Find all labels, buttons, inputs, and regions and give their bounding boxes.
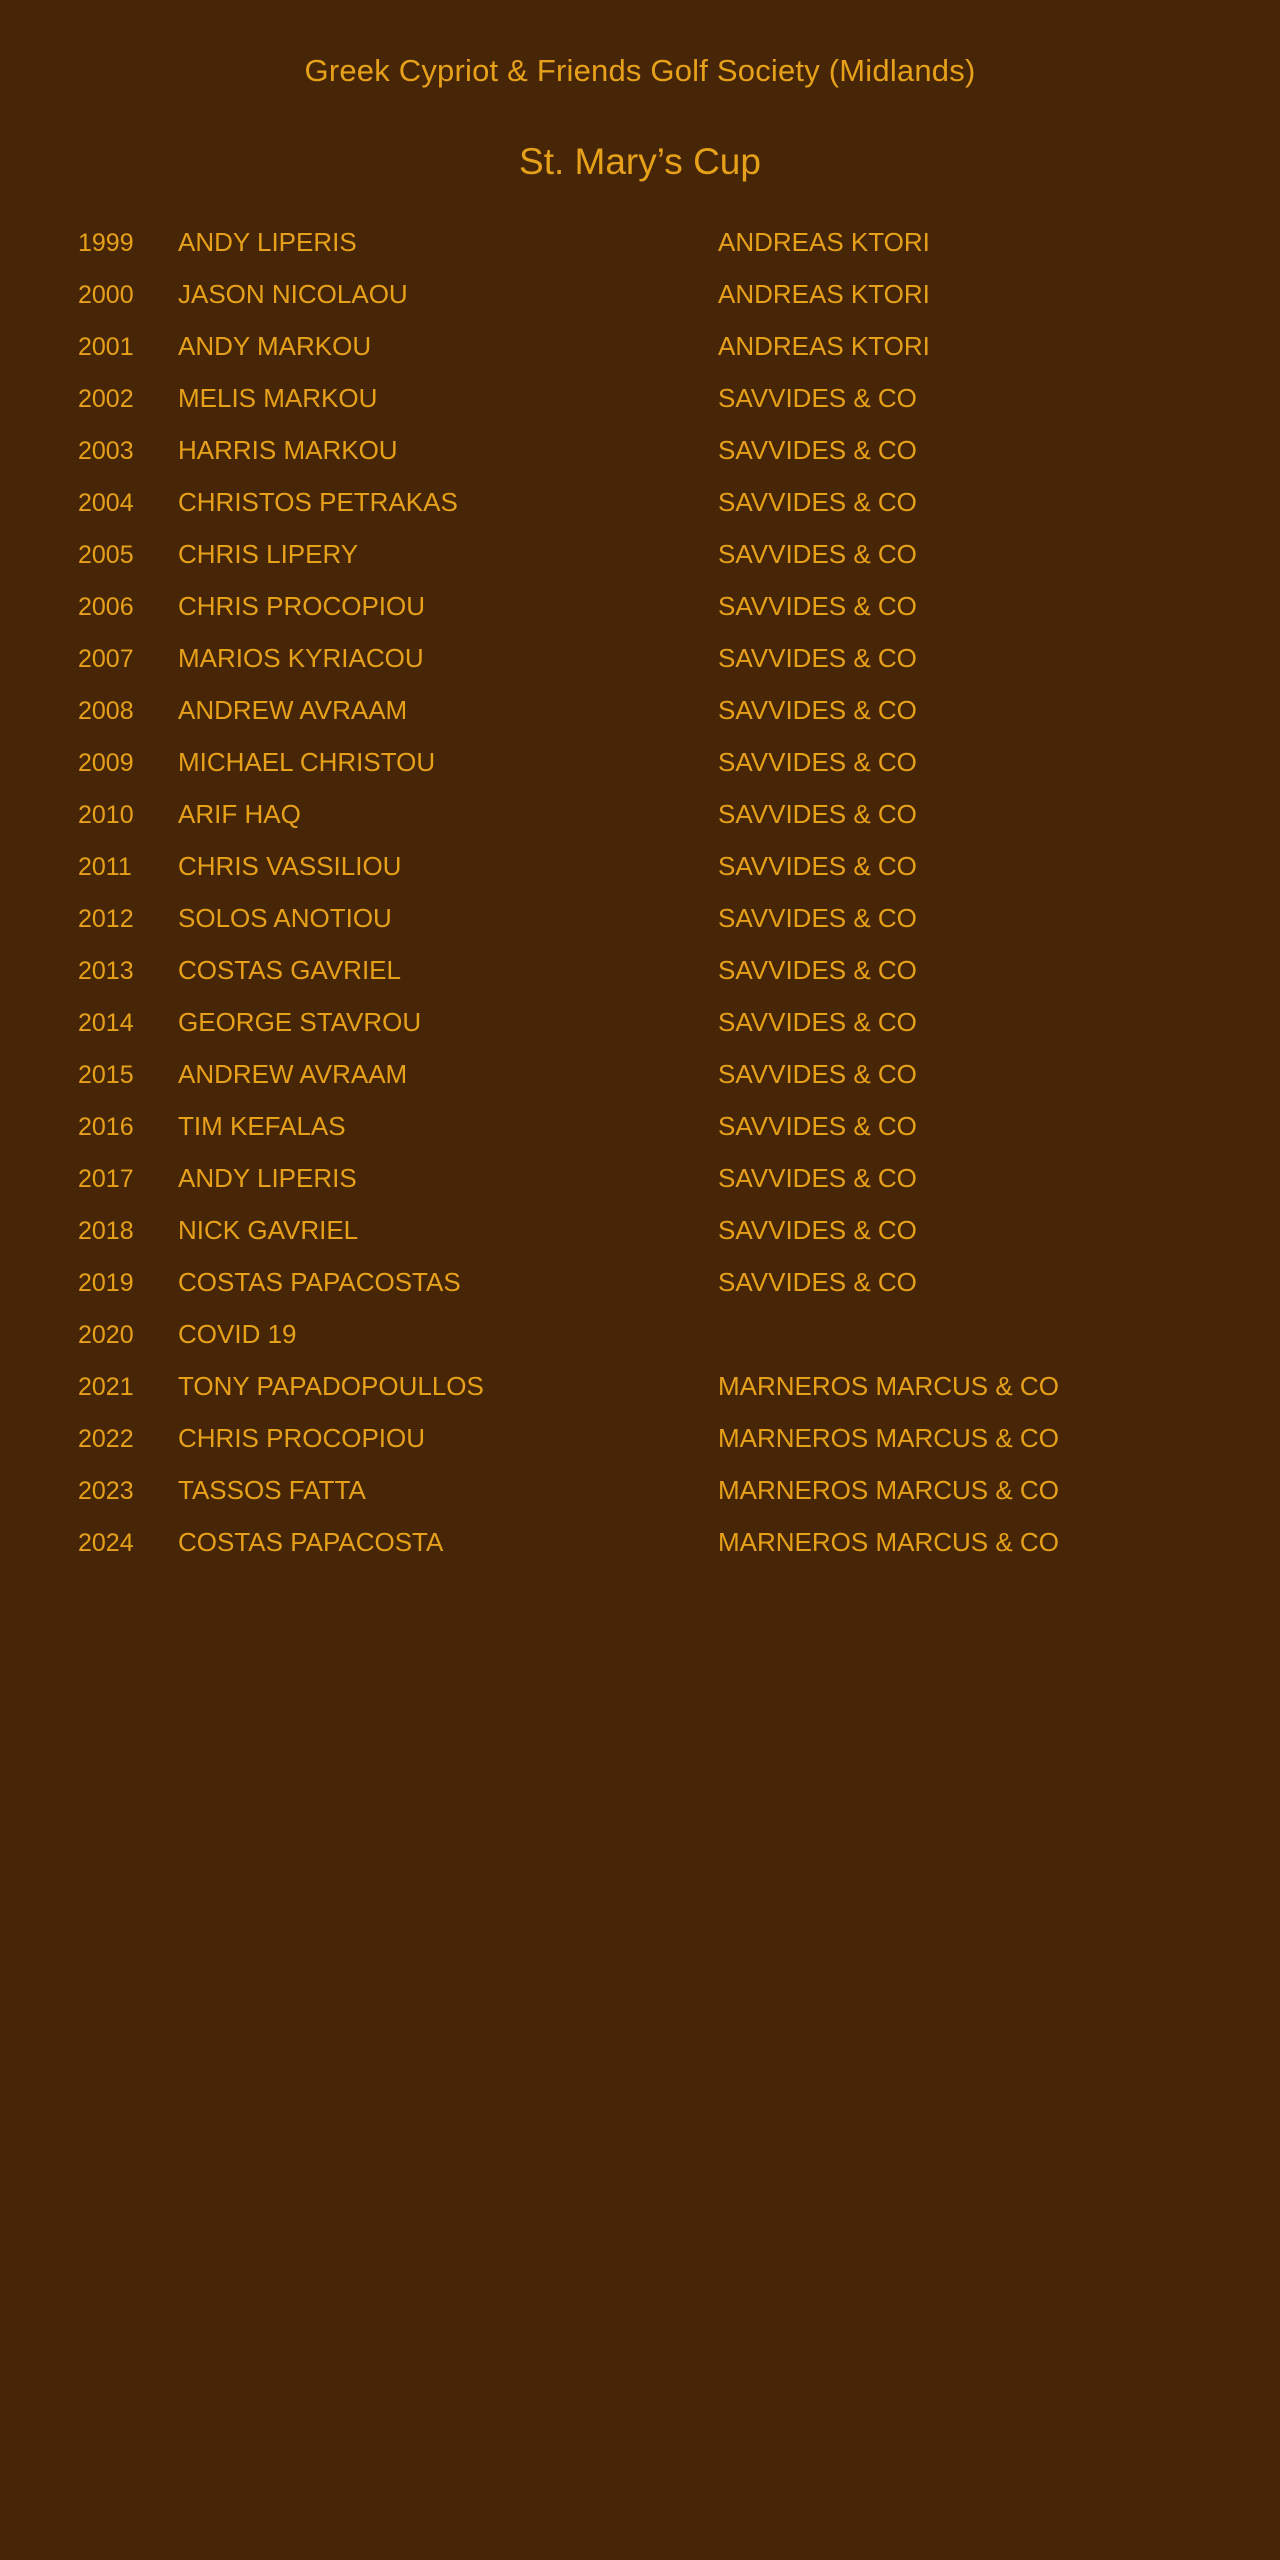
row-winner: NICK GAVRIEL <box>178 1215 359 1245</box>
row-sponsor: SAVVIDES & CO <box>718 955 917 985</box>
row-year: 2013 <box>78 957 134 985</box>
row-sponsor: SAVVIDES & CO <box>718 903 917 933</box>
table-row <box>78 643 1280 695</box>
row-sponsor: SAVVIDES & CO <box>718 435 917 465</box>
row-year: 2009 <box>78 749 134 777</box>
row-year: 2016 <box>78 1113 134 1141</box>
row-year: 2008 <box>78 697 134 725</box>
table-row <box>78 1475 1280 1527</box>
row-winner: COSTAS PAPACOSTA <box>178 1527 444 1557</box>
table-row <box>78 227 1280 279</box>
row-year: 2001 <box>78 333 134 361</box>
row-year: 2005 <box>78 541 134 569</box>
row-winner: COSTAS PAPACOSTAS <box>178 1267 461 1297</box>
row-winner: ANDY LIPERIS <box>178 227 357 257</box>
row-winner: MARIOS KYRIACOU <box>178 643 424 673</box>
row-winner: ANDY LIPERIS <box>178 1163 357 1193</box>
row-year: 2004 <box>78 489 134 517</box>
table-row <box>78 539 1280 591</box>
row-year: 2015 <box>78 1061 134 1089</box>
table-row <box>78 955 1280 1007</box>
row-year: 1999 <box>78 229 134 257</box>
table-row <box>78 591 1280 643</box>
table-row <box>78 1111 1280 1163</box>
table-row <box>78 695 1280 747</box>
row-winner: MICHAEL CHRISTOU <box>178 747 436 777</box>
row-winner: TIM KEFALAS <box>178 1111 346 1141</box>
row-winner: TASSOS FATTA <box>178 1475 366 1505</box>
table-row <box>78 1007 1280 1059</box>
row-sponsor: MARNEROS MARCUS & CO <box>718 1423 1059 1453</box>
row-sponsor: SAVVIDES & CO <box>718 383 917 413</box>
table-row <box>78 1371 1280 1423</box>
row-winner: COVID 19 <box>178 1319 297 1349</box>
row-year: 2002 <box>78 385 134 413</box>
table-row <box>78 1423 1280 1475</box>
row-sponsor: ANDREAS KTORI <box>718 227 930 257</box>
row-year: 2003 <box>78 437 134 465</box>
table-row <box>78 435 1280 487</box>
row-year: 2006 <box>78 593 134 621</box>
row-year: 2019 <box>78 1269 134 1297</box>
row-sponsor: SAVVIDES & CO <box>718 487 917 517</box>
row-winner: ANDY MARKOU <box>178 331 372 361</box>
row-winner: CHRIS PROCOPIOU <box>178 1423 426 1453</box>
row-sponsor: SAVVIDES & CO <box>718 1007 917 1037</box>
row-winner: ARIF HAQ <box>178 799 301 829</box>
row-winner: COSTAS GAVRIEL <box>178 955 401 985</box>
row-year: 2010 <box>78 801 134 829</box>
table-row <box>78 851 1280 903</box>
row-year: 2023 <box>78 1477 134 1505</box>
table-row <box>78 279 1280 331</box>
table-row <box>78 487 1280 539</box>
row-winner: JASON NICOLAOU <box>178 279 408 309</box>
row-sponsor: MARNEROS MARCUS & CO <box>718 1371 1059 1401</box>
row-year: 2014 <box>78 1009 134 1037</box>
table-row <box>78 747 1280 799</box>
table-row <box>78 1267 1280 1319</box>
row-winner: HARRIS MARKOU <box>178 435 398 465</box>
row-winner: CHRIS LIPERY <box>178 539 359 569</box>
row-sponsor: SAVVIDES & CO <box>718 1059 917 1089</box>
row-winner: CHRIS PROCOPIOU <box>178 591 426 621</box>
row-year: 2017 <box>78 1165 134 1193</box>
row-year: 2020 <box>78 1321 134 1349</box>
row-winner: CHRIS VASSILIOU <box>178 851 402 881</box>
row-year: 2012 <box>78 905 134 933</box>
table-row <box>78 1163 1280 1215</box>
table-row <box>78 1319 1280 1371</box>
table-row <box>78 799 1280 851</box>
row-sponsor: MARNEROS MARCUS & CO <box>718 1527 1059 1557</box>
row-sponsor: SAVVIDES & CO <box>718 643 917 673</box>
row-sponsor: SAVVIDES & CO <box>718 851 917 881</box>
row-year: 2000 <box>78 281 134 309</box>
row-winner: MELIS MARKOU <box>178 383 378 413</box>
society-title: Greek Cypriot & Friends Golf Society (Midlands) <box>304 53 976 88</box>
row-winner: TONY PAPADOPOULLOS <box>178 1371 484 1401</box>
row-year: 2011 <box>78 853 132 881</box>
table-row <box>78 1215 1280 1267</box>
table-row <box>78 903 1280 955</box>
row-sponsor: SAVVIDES & CO <box>718 799 917 829</box>
roll-of-honour-list <box>0 227 1280 1579</box>
row-sponsor: SAVVIDES & CO <box>718 539 917 569</box>
row-year: 2018 <box>78 1217 134 1245</box>
row-year: 2021 <box>78 1373 134 1401</box>
table-row <box>78 383 1280 435</box>
row-sponsor: SAVVIDES & CO <box>718 1267 917 1297</box>
row-winner: GEORGE STAVROU <box>178 1007 422 1037</box>
row-sponsor: ANDREAS KTORI <box>718 331 930 361</box>
row-year: 2022 <box>78 1425 134 1453</box>
row-winner: ANDREW AVRAAM <box>178 695 408 725</box>
row-sponsor: SAVVIDES & CO <box>718 1111 917 1141</box>
row-winner: SOLOS ANOTIOU <box>178 903 392 933</box>
page-title: St. Mary’s Cup <box>519 141 761 182</box>
row-winner: ANDREW AVRAAM <box>178 1059 408 1089</box>
row-sponsor: ANDREAS KTORI <box>718 279 930 309</box>
row-winner: CHRISTOS PETRAKAS <box>178 487 458 517</box>
row-sponsor: SAVVIDES & CO <box>718 1215 917 1245</box>
table-row <box>78 1527 1280 1579</box>
row-sponsor: SAVVIDES & CO <box>718 591 917 621</box>
row-sponsor: SAVVIDES & CO <box>718 695 917 725</box>
row-year: 2007 <box>78 645 134 673</box>
row-year: 2024 <box>78 1529 134 1557</box>
row-sponsor: SAVVIDES & CO <box>718 1163 917 1193</box>
table-row <box>78 1059 1280 1111</box>
row-sponsor: MARNEROS MARCUS & CO <box>718 1475 1059 1505</box>
row-sponsor: SAVVIDES & CO <box>718 747 917 777</box>
table-row <box>78 331 1280 383</box>
